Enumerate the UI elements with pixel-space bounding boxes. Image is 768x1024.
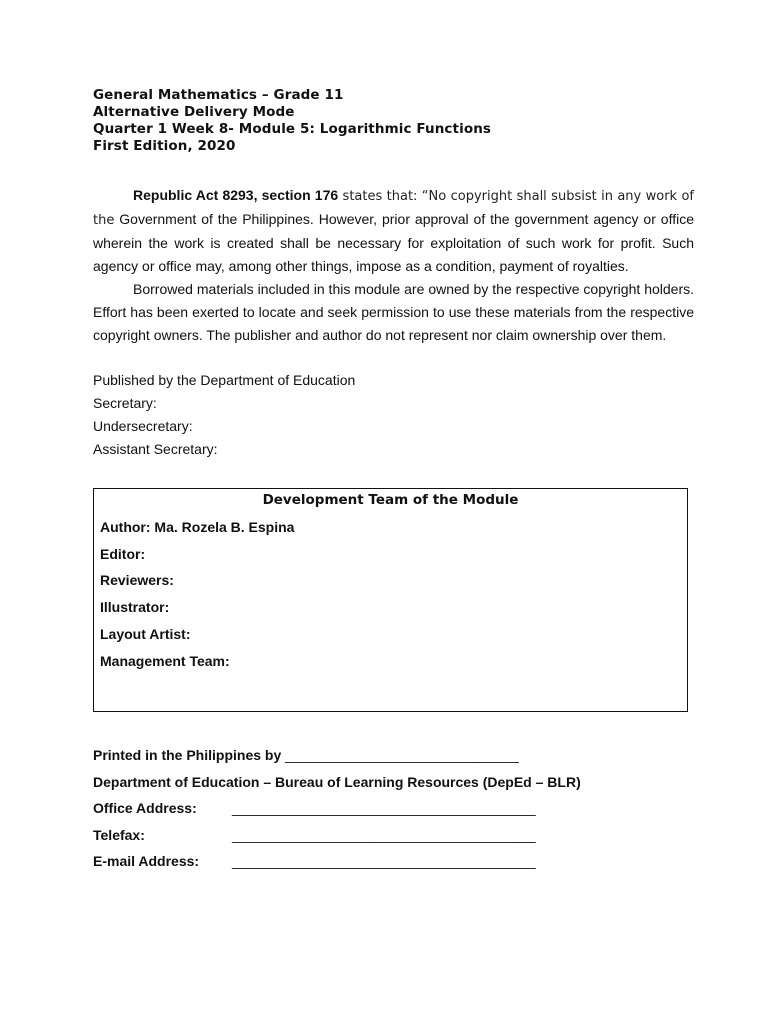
published-by: Published by the Department of Education xyxy=(93,372,356,388)
undersecretary-label: Undersecretary: xyxy=(93,418,193,434)
email-address-row xyxy=(93,848,581,875)
copyright-paragraph xyxy=(93,184,694,278)
reviewers-entry: Reviewers: xyxy=(100,572,174,589)
borrowed-materials-paragraph: Borrowed materials included in this module are owned by the respective copyright holders. Effort has been exerted to locate and seek permission to use these materials from the respective copyright owners. The publisher and author do not represent nor claim ownership over them. xyxy=(93,281,694,343)
email-address-label: E-mail Address: xyxy=(93,853,200,869)
telefax-label: Telefax: xyxy=(93,826,145,843)
development-team-box xyxy=(93,488,688,712)
author-entry: Author: Ma. Rozela B. Espina xyxy=(100,519,295,535)
telefax-blank: _______________________________________ xyxy=(232,826,536,843)
telefax-row xyxy=(93,822,581,849)
printed-by-blank: ______________________________ xyxy=(285,747,519,763)
document-header xyxy=(93,87,693,155)
layout-artist-entry: Layout Artist: xyxy=(100,625,191,642)
publisher-info xyxy=(93,369,355,461)
illustrator-entry: Illustrator: xyxy=(100,599,170,616)
printing-info xyxy=(93,742,581,875)
office-address-row xyxy=(93,795,581,822)
management-team-entry: Management Team: xyxy=(100,652,230,669)
printed-by-row xyxy=(93,742,581,769)
office-address-blank: _______________________________________ xyxy=(232,800,536,816)
edition: First Edition, 2020 xyxy=(93,138,236,154)
copyright-quote-start: states that: “No copyright shall subsist in any work of the xyxy=(93,189,694,228)
subject-title: General Mathematics – Grade 11 xyxy=(93,87,344,103)
deped-blr-line: Department of Education – Bureau of Learning Resources (DepEd – BLR) xyxy=(93,773,581,790)
development-team-title: Development Team of the Module xyxy=(262,492,519,508)
secretary-label: Secretary: xyxy=(93,395,157,411)
printed-by-label: Printed in the Philippines by xyxy=(93,747,286,763)
module-title: Quarter 1 Week 8- Module 5: Logarithmic Functions xyxy=(93,121,492,137)
development-team-list xyxy=(100,514,294,674)
editor-entry: Editor: xyxy=(100,545,146,562)
office-address-label: Office Address: xyxy=(93,800,197,816)
copyright-quote-rest: Government of the Philippines. However, prior approval of the government agency or office wherein the work is created shall be necessary for exploitation of such work for profit. Such agency or office may, among other things, impose as a condition, payment of royalties. xyxy=(93,211,694,274)
assistant-secretary-label: Assistant Secretary: xyxy=(93,441,218,457)
email-address-blank: _______________________________________ xyxy=(232,853,536,869)
republic-act-reference: Republic Act 8293, section 176 xyxy=(133,187,339,203)
delivery-mode: Alternative Delivery Mode xyxy=(93,104,295,120)
copyright-notice xyxy=(93,184,694,347)
